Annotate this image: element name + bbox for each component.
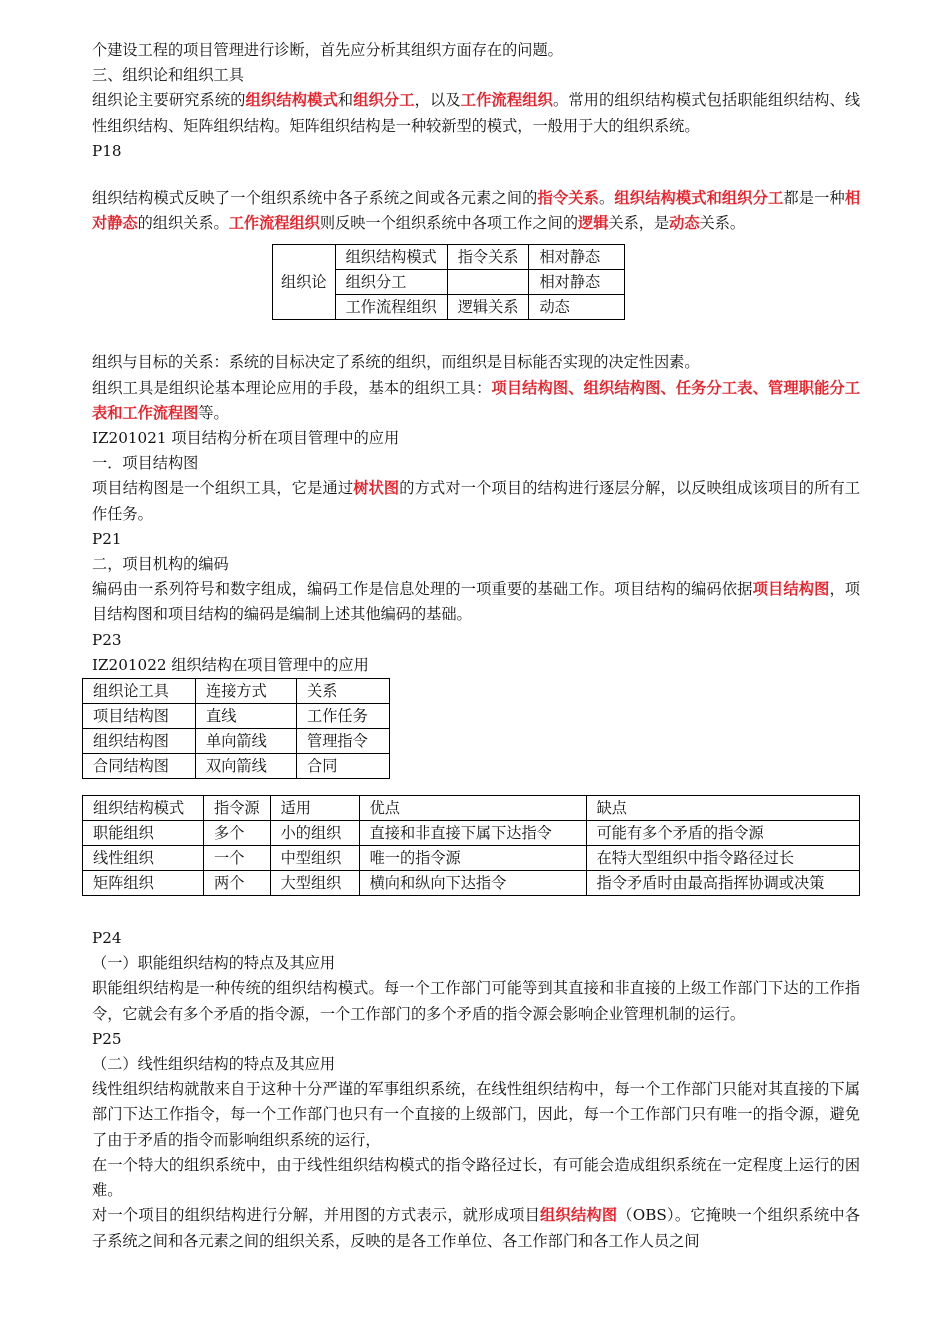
text-run: 等。 bbox=[198, 403, 229, 422]
table-cell: 适用 bbox=[270, 796, 359, 821]
text-run: 。 bbox=[599, 189, 615, 208]
text-run: 。常用的组织结构模式包括职能组织结构、线性组织结构、矩阵组织结构。矩阵组织结构是一种较新型的模式，一般用于大的组织系统。 bbox=[92, 91, 861, 135]
text-run: 组织论主要研究系统的 bbox=[92, 91, 246, 110]
table-cell: 合同结构图 bbox=[83, 754, 196, 779]
organization-theory-table bbox=[272, 244, 625, 320]
paragraph: 个建设工程的项目管理进行诊断，首先应分析其组织方面存在的问题。 bbox=[92, 41, 563, 59]
highlight-text: 项目结构图、组织结构图、任务分工表、管理职能分工表和工作流程图 bbox=[92, 378, 861, 422]
highlight-text: 项目结构图 bbox=[752, 580, 830, 599]
table-cell: 小的组织 bbox=[270, 821, 359, 846]
subsection-heading: 一．项目结构图 bbox=[92, 454, 199, 473]
table-cell bbox=[447, 270, 529, 295]
table-cell: 组织分工 bbox=[335, 270, 447, 295]
section-heading: IZ201021 项目结构分析在项目管理中的应用 bbox=[92, 429, 400, 448]
paragraph bbox=[92, 1203, 860, 1253]
table-cell: 组织结构模式 bbox=[83, 796, 204, 821]
table-row bbox=[83, 704, 390, 729]
page-reference: P23 bbox=[92, 630, 122, 649]
table-cell: 大型组织 bbox=[270, 871, 359, 896]
table-cell: 组织结构模式 bbox=[335, 245, 447, 270]
table-row bbox=[83, 679, 390, 704]
text-run: 关系。 bbox=[699, 214, 746, 233]
subsection-heading: （二）线性组织结构的特点及其应用 bbox=[92, 1055, 335, 1074]
table-cell: 动态 bbox=[529, 295, 625, 320]
spacer bbox=[92, 896, 860, 926]
organization-tools-table bbox=[82, 678, 390, 779]
subsection-heading: 二，项目机构的编码 bbox=[92, 555, 229, 574]
table-cell: 横向和纵向下达指令 bbox=[359, 871, 586, 896]
table-cell: 工作流程组织 bbox=[335, 295, 447, 320]
page-reference: P25 bbox=[92, 1029, 122, 1048]
table-row bbox=[83, 796, 860, 821]
highlight-text: 工作流程组织 bbox=[460, 91, 553, 110]
table-cell: 指令关系 bbox=[447, 245, 529, 270]
paragraph bbox=[92, 476, 860, 526]
paragraph bbox=[92, 577, 860, 627]
text-run: ，以及 bbox=[414, 91, 461, 110]
table-cell: 两个 bbox=[204, 871, 271, 896]
table-cell: 优点 bbox=[359, 796, 586, 821]
table-cell: 组织论工具 bbox=[83, 679, 196, 704]
table-cell: 中型组织 bbox=[270, 846, 359, 871]
text-run: 组织工具是组织论基本理论应用的手段，基本的组织工具： bbox=[92, 378, 492, 397]
table-cell: 在特大型组织中指令路径过长 bbox=[586, 846, 859, 871]
table-cell: 管理指令 bbox=[297, 729, 390, 754]
table-cell: 多个 bbox=[204, 821, 271, 846]
text-run: 和 bbox=[337, 91, 354, 110]
section-heading: IZ201022 组织结构在项目管理中的应用 bbox=[92, 655, 369, 674]
table-cell: 线性组织 bbox=[83, 846, 204, 871]
page-reference: P18 bbox=[92, 141, 122, 160]
highlight-text: 逻辑 bbox=[578, 214, 609, 233]
text-run: ，项目结构图和项目结构的编码是编制上述其他编码的基础。 bbox=[92, 580, 861, 624]
table-row-header: 组织论 bbox=[273, 245, 336, 320]
table-cell: 职能组织 bbox=[83, 821, 204, 846]
highlight-text: 动态 bbox=[669, 214, 700, 233]
table-row bbox=[83, 754, 390, 779]
text-run: 关系，是 bbox=[608, 214, 670, 233]
text-run: （OBS）。它掩映一个组织系统中各子系统之间和各元素之间的组织关系，反映的是各工作单位、各工作部门和各工作人员之间 bbox=[92, 1206, 861, 1250]
table-row bbox=[83, 821, 860, 846]
highlight-text: 组织结构模式和组织分工 bbox=[614, 189, 784, 208]
page-reference: P24 bbox=[92, 929, 122, 948]
text-run: 编码由一系列符号和数字组成，编码工作是信息处理的一项重要的基础工作。项目结构的编码依据 bbox=[92, 580, 753, 599]
subsection-heading: （一）职能组织结构的特点及其应用 bbox=[92, 954, 335, 973]
table-cell: 双向箭线 bbox=[196, 754, 297, 779]
table-cell: 指令矛盾时由最高指挥协调或决策 bbox=[586, 871, 859, 896]
text-run: 组织结构模式反映了一个组织系统中各子系统之间或各元素之间的 bbox=[92, 189, 538, 208]
table-row bbox=[83, 846, 860, 871]
highlight-text: 树状图 bbox=[353, 479, 400, 498]
document-page bbox=[92, 38, 860, 1254]
text-run: 项目结构图是一个组织工具，它是通过 bbox=[92, 479, 354, 498]
table-cell: 缺点 bbox=[586, 796, 859, 821]
table-row bbox=[83, 729, 390, 754]
highlight-text: 组织结构模式 bbox=[245, 91, 338, 110]
table-cell: 组织结构图 bbox=[83, 729, 196, 754]
table-cell: 可能有多个矛盾的指令源 bbox=[586, 821, 859, 846]
paragraph: 组织与目标的关系：系统的目标决定了系统的组织，而组织是目标能否实现的决定性因素。 bbox=[92, 353, 700, 372]
table-cell: 逻辑关系 bbox=[447, 295, 529, 320]
table-row bbox=[273, 245, 625, 270]
table-cell: 唯一的指令源 bbox=[359, 846, 586, 871]
table-cell: 关系 bbox=[297, 679, 390, 704]
paragraph: 在一个特大的组织系统中，由于线性组织结构模式的指令路径过长，有可能会造成组织系统在一定程度上运行的困难。 bbox=[92, 1155, 860, 1200]
page-reference: P21 bbox=[92, 529, 122, 548]
organization-structure-comparison-table bbox=[82, 795, 860, 896]
table-cell: 工作任务 bbox=[297, 704, 390, 729]
table-cell: 直线 bbox=[196, 704, 297, 729]
table-cell: 矩阵组织 bbox=[83, 871, 204, 896]
section-heading: 三、组织论和组织工具 bbox=[92, 66, 244, 85]
table-cell: 相对静态 bbox=[529, 270, 625, 295]
text-run: 对一个项目的组织结构进行分解，并用图的方式表示，就形成项目 bbox=[92, 1206, 541, 1225]
paragraph: 职能组织结构是一种传统的组织结构模式。每一个工作部门可能等到其直接和非直接的上级工作部门下达的工作指令，它就会有多个矛盾的指令源，一个工作部门的多个矛盾的指令源会影响企业管理机制的运行。 bbox=[92, 979, 860, 1023]
highlight-text: 指令关系 bbox=[537, 189, 600, 208]
table-cell: 项目结构图 bbox=[83, 704, 196, 729]
highlight-text: 相对静态 bbox=[92, 189, 861, 233]
text-run: 则反映一个组织系统中各项工作之间的 bbox=[319, 214, 578, 233]
table-cell: 相对静态 bbox=[529, 245, 625, 270]
table-cell: 合同 bbox=[297, 754, 390, 779]
table-cell: 连接方式 bbox=[196, 679, 297, 704]
paragraph bbox=[92, 88, 860, 138]
spacer bbox=[92, 164, 860, 186]
paragraph bbox=[92, 186, 860, 236]
spacer bbox=[92, 320, 860, 350]
text-run: 的组织关系。 bbox=[137, 214, 229, 233]
highlight-text: 组织分工 bbox=[353, 91, 415, 110]
text-run: 都是一种 bbox=[783, 189, 845, 208]
paragraph: 线性组织结构就散来自于这种十分严谨的军事组织系统，在线性组织结构中，每一个工作部门只能对其直接的下属部门下达工作指令，每一个工作部门也只有一个直接的上级部门，因此，每一个工作部门只有唯一的指令源，避免了由于矛盾的指令而影响组织系统的运行， bbox=[92, 1080, 860, 1149]
highlight-text: 组织结构图 bbox=[540, 1206, 618, 1225]
table-cell: 单向箭线 bbox=[196, 729, 297, 754]
table-cell: 直接和非直接下属下达指令 bbox=[359, 821, 586, 846]
table-row bbox=[83, 871, 860, 896]
text-run: 的方式对一个项目的结构进行逐层分解，以反映组成该项目的所有工作任务。 bbox=[92, 479, 861, 523]
table-cell: 一个 bbox=[204, 846, 271, 871]
highlight-text: 工作流程组织 bbox=[228, 214, 320, 233]
paragraph bbox=[92, 376, 860, 426]
table-cell: 指令源 bbox=[204, 796, 271, 821]
